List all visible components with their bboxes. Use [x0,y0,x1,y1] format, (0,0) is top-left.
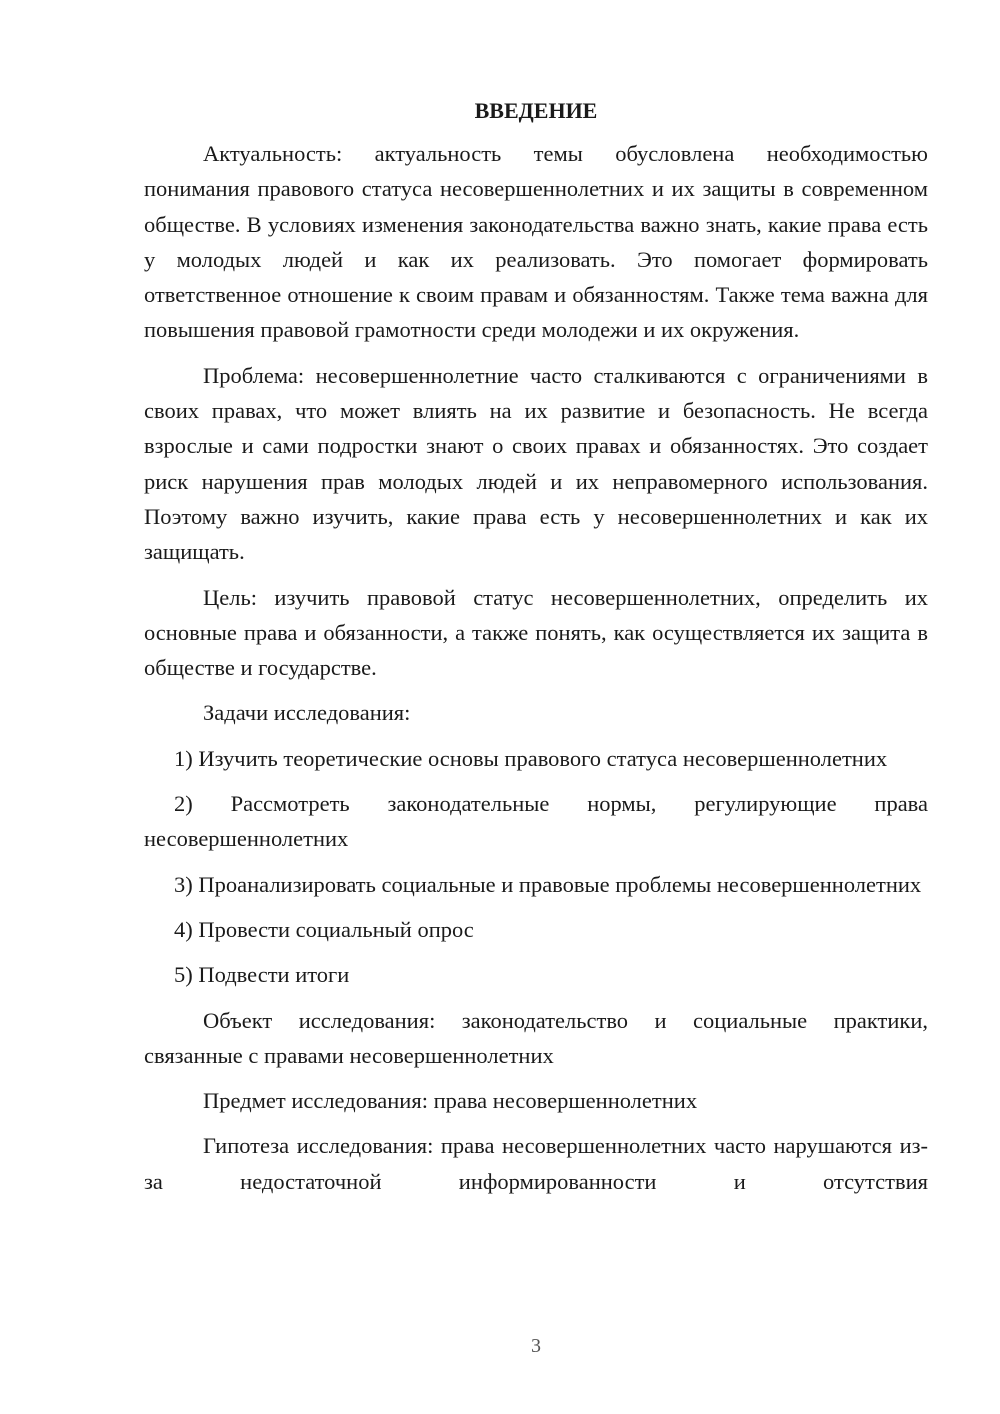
paragraph-subject: Предмет исследования: права несовершеннолетних [203,1088,698,1114]
document-page [144,96,928,1199]
task-item-2: 2) Рассмотреть законодательные нормы, регулирующие права несовершеннолетних [144,791,928,852]
paragraph-relevance: Актуальность: актуальность темы обусловлена необходимостью понимания правового статуса несовершеннолетних и их защиты в современном обществе. В условиях изменения законодательства важно знать, какие права есть у молодых людей и как их реализовать. Это помогает формировать ответственное отношение к своим правам и обязанностям. Также тема важна для повышения правовой грамотности среди молодежи и их окружения. [144,141,928,343]
page-number: 3 [531,1335,541,1357]
paragraph-hypothesis: Гипотеза исследования: права несовершеннолетних часто нарушаются из-за недостаточной информированности и отсутствия [144,1133,928,1194]
paragraph-goal: Цель: изучить правовой статус несовершеннолетних, определить их основные права и обязанности, а также понять, как осуществляется их защита в обществе и государстве. [144,584,928,681]
paragraph-object: Объект исследования: законодательство и социальные практики, связанные с правами несовершеннолетних [144,1007,928,1068]
task-item-3: 3) Проанализировать социальные и правовые проблемы несовершеннолетних [174,871,922,897]
tasks-title: Задачи исследования: [203,700,411,726]
paragraph-problem: Проблема: несовершеннолетние часто сталкиваются с ограничениями в своих правах, что может влиять на их развитие и безопасность. Не всегда взрослые и сами подростки знают о своих правах и обязанностях. Это создает риск нарушения прав молодых людей и их неправомерного использования. Поэтому важно изучить, какие права есть у несовершеннолетних и как их защищать. [144,362,928,565]
task-item-1: 1) Изучить теоретические основы правового статуса несовершеннолетних [174,745,888,771]
task-item-4: 4) Провести социальный опрос [174,916,474,942]
task-item-5: 5) Подвести итоги [174,962,350,988]
page-title: ВВЕДЕНИЕ [474,98,598,123]
